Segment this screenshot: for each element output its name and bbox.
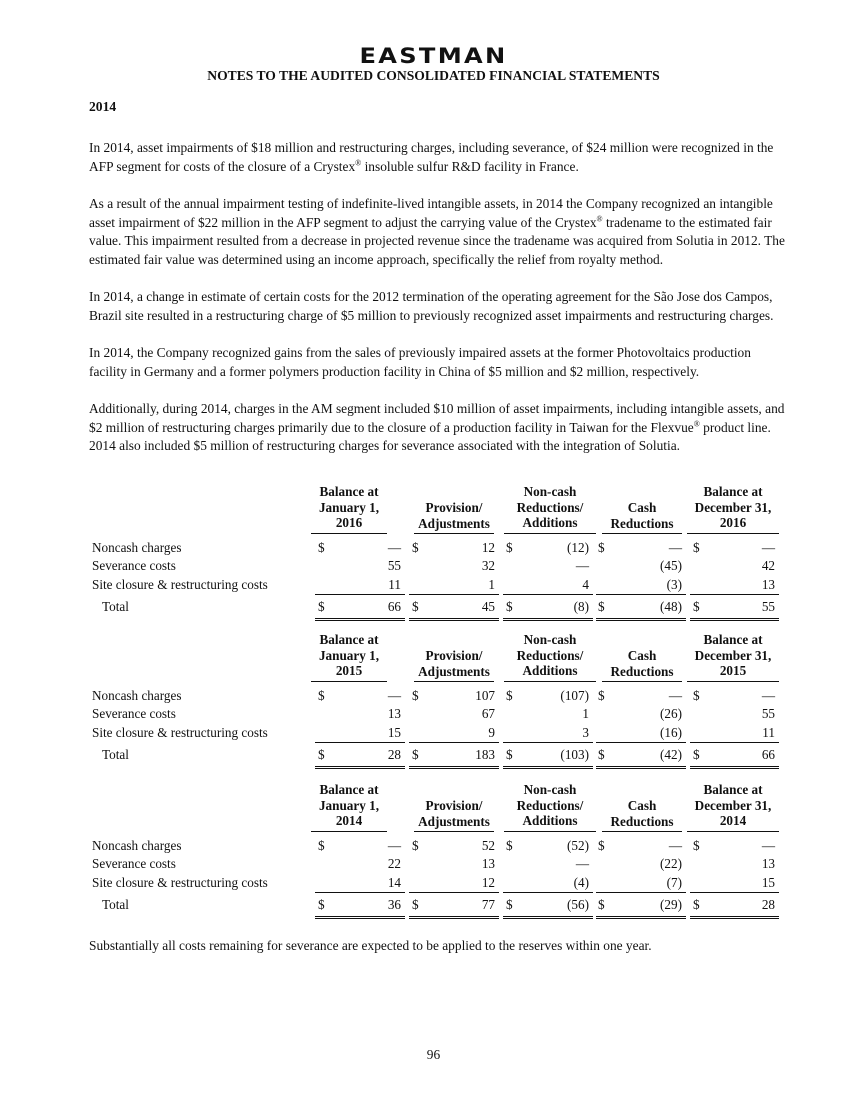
table-row [89, 706, 779, 724]
column-header [504, 632, 596, 682]
currency-symbol: $ [693, 897, 700, 912]
table-cell: 66 [761, 747, 775, 762]
currency-symbol: $ [318, 838, 325, 853]
column-header [414, 648, 494, 682]
table-cell: 28 [761, 897, 775, 912]
column-header-line: Reductions [610, 515, 674, 531]
total-double-rule [503, 618, 593, 621]
table-cell: 55 [761, 599, 775, 614]
currency-symbol: $ [412, 540, 419, 555]
column-header-line: Adjustments [418, 813, 490, 829]
row-label: Total [102, 747, 129, 762]
column-header-line: Cash [627, 798, 657, 813]
table-row [89, 688, 779, 706]
table-cell: 22 [387, 856, 401, 871]
table-cell: 13 [481, 856, 495, 871]
currency-symbol: $ [598, 688, 605, 703]
paragraph-text: Additionally, during 2014, charges in the AM segment included $10 million of asset impairments, including intangible assets, and $2 million of restructuring charges primarily due to the closure of a production facility in Taiwan for the Flexvue [89, 401, 785, 435]
column-header-line: Provision/ [425, 500, 483, 515]
paragraph-text: In 2014, the Company recognized gains from the sales of previously impaired assets at the former Photovoltaics production facility in Germany and a former polymers production facility in China of $5 million and $2 million, respectively. [89, 345, 751, 379]
table-cell: 3 [582, 725, 589, 740]
column-header [414, 798, 494, 832]
row-label: Site closure & restructuring costs [92, 875, 268, 890]
table-cell: 66 [387, 599, 401, 614]
column-header-line: Cash [627, 648, 657, 663]
table-cell: 45 [481, 599, 495, 614]
column-header [414, 500, 494, 534]
table-cell: — [387, 540, 401, 555]
table-cell: 42 [761, 558, 775, 573]
table-cell: (103) [560, 747, 589, 762]
currency-symbol: $ [318, 747, 325, 762]
subtotal-rule [409, 742, 499, 743]
column-header-line: Provision/ [425, 648, 483, 663]
table-total-row [89, 599, 779, 617]
total-double-rule [503, 766, 593, 769]
table-cell: 107 [475, 688, 495, 703]
table-cell: — [575, 856, 589, 871]
total-double-rule [409, 618, 499, 621]
table-cell: (8) [573, 599, 589, 614]
column-header-line: Additions [522, 663, 578, 678]
row-label: Total [102, 897, 129, 912]
table-cell: — [668, 688, 682, 703]
column-header-line: Balance at [319, 484, 379, 499]
currency-symbol: $ [598, 540, 605, 555]
table-cell: (12) [567, 540, 589, 555]
currency-symbol: $ [318, 599, 325, 614]
column-header-line: December 31, [694, 797, 772, 813]
column-header-line: Reductions/ [516, 499, 584, 515]
table-cell: 12 [481, 540, 495, 555]
table-cell: 13 [761, 577, 775, 592]
table-cell: 13 [387, 706, 401, 721]
subtotal-rule [503, 892, 593, 893]
row-label: Severance costs [92, 856, 176, 871]
row-label: Severance costs [92, 558, 176, 573]
table-cell: 36 [387, 897, 401, 912]
column-header-line: Cash [627, 500, 657, 515]
row-label: Noncash charges [92, 838, 182, 853]
currency-symbol: $ [506, 838, 513, 853]
table-row [89, 540, 779, 558]
currency-symbol: $ [506, 747, 513, 762]
table-cell: — [387, 838, 401, 853]
table-row [89, 856, 779, 874]
table-cell: (42) [660, 747, 682, 762]
table-cell: — [575, 558, 589, 573]
currency-symbol: $ [412, 688, 419, 703]
column-header [602, 648, 682, 682]
table-cell: — [387, 688, 401, 703]
paragraph-2 [89, 195, 789, 269]
subtotal-rule [690, 742, 779, 743]
currency-symbol: $ [412, 747, 419, 762]
column-header [602, 500, 682, 534]
reserve-table-3 [89, 782, 779, 922]
currency-symbol: $ [318, 540, 325, 555]
currency-symbol: $ [598, 599, 605, 614]
total-double-rule [690, 766, 779, 769]
table-cell: (48) [660, 599, 682, 614]
total-double-rule [409, 766, 499, 769]
table-cell: 13 [761, 856, 775, 871]
paragraph-1 [89, 139, 789, 176]
column-header-line: Additions [522, 813, 578, 828]
currency-symbol: $ [598, 747, 605, 762]
row-label: Site closure & restructuring costs [92, 577, 268, 592]
column-header-line: 2016 [719, 515, 747, 530]
table-cell: — [761, 540, 775, 555]
column-header-line: Balance at [319, 632, 379, 647]
section-heading-year: 2014 [89, 99, 117, 114]
total-double-rule [315, 618, 405, 621]
subtotal-rule [315, 892, 405, 893]
table-cell: 67 [481, 706, 495, 721]
table-row [89, 577, 779, 595]
currency-symbol: $ [598, 838, 605, 853]
table-total-row [89, 747, 779, 765]
table-cell: 55 [761, 706, 775, 721]
column-header [504, 484, 596, 534]
paragraph-text: As a result of the annual impairment testing of indefinite-lived intangible assets, in 2014 the Company recognized an intangible asset impairment of $22 million in the AFP segment to adjust the carrying value of the Crystex [89, 196, 773, 230]
column-header [504, 782, 596, 832]
table-cell: 32 [481, 558, 495, 573]
currency-symbol: $ [598, 897, 605, 912]
table-row [89, 875, 779, 893]
total-double-rule [315, 916, 405, 919]
column-header-line: Non-cash [523, 782, 577, 797]
column-header [687, 782, 779, 832]
total-double-rule [690, 618, 779, 621]
column-header [687, 632, 779, 682]
page-title: NOTES TO THE AUDITED CONSOLIDATED FINANCIAL STATEMENTS [207, 68, 660, 83]
table-cell: (22) [660, 856, 682, 871]
column-header-line: December 31, [694, 647, 772, 663]
table-cell: 9 [488, 725, 495, 740]
column-header-line: Reductions/ [516, 647, 584, 663]
reserve-table-1 [89, 484, 779, 624]
column-header-line: December 31, [694, 499, 772, 515]
table-cell: 1 [488, 577, 495, 592]
currency-symbol: $ [318, 897, 325, 912]
column-header [311, 484, 387, 534]
currency-symbol: $ [506, 688, 513, 703]
paragraph-text: In 2014, a change in estimate of certain costs for the 2012 termination of the operating agreement for the São Jose dos Campos, Brazil site resulted in a restructuring charge of $5 million to previously recognized asset impairments and restructuring charges. [89, 289, 774, 323]
column-header-line: Balance at [703, 632, 763, 647]
column-header-line: January 1, [318, 647, 380, 663]
column-header-line: Non-cash [523, 632, 577, 647]
table-cell: 28 [387, 747, 401, 762]
subtotal-rule [596, 742, 686, 743]
table-cell: 15 [761, 875, 775, 890]
table-cell: — [761, 838, 775, 853]
table-cell: (29) [660, 897, 682, 912]
table-cell: (26) [660, 706, 682, 721]
column-header-line: 2015 [719, 663, 747, 678]
total-double-rule [596, 916, 686, 919]
subtotal-rule [315, 742, 405, 743]
table-cell: — [668, 540, 682, 555]
footnote: Substantially all costs remaining for severance are expected to be applied to the reserves within one year. [89, 938, 652, 953]
currency-symbol: $ [506, 897, 513, 912]
registered-mark: ® [596, 214, 603, 224]
table-row [89, 838, 779, 856]
table-cell: 15 [387, 725, 401, 740]
total-double-rule [409, 916, 499, 919]
column-header [311, 782, 387, 832]
total-double-rule [315, 766, 405, 769]
table-cell: (4) [573, 875, 589, 890]
column-header-line: 2014 [335, 813, 363, 828]
table-cell: — [668, 838, 682, 853]
currency-symbol: $ [506, 540, 513, 555]
row-label: Severance costs [92, 706, 176, 721]
column-header-line: Reductions/ [516, 797, 584, 813]
currency-symbol: $ [693, 540, 700, 555]
table-cell: 11 [388, 577, 401, 592]
table-cell: (3) [666, 577, 682, 592]
currency-symbol: $ [693, 599, 700, 614]
column-header-line: Reductions [610, 813, 674, 829]
registered-mark: ® [693, 419, 700, 429]
total-double-rule [503, 916, 593, 919]
table-row [89, 558, 779, 576]
table-cell: 12 [481, 875, 495, 890]
total-double-rule [690, 916, 779, 919]
table-total-row [89, 897, 779, 915]
subtotal-rule [503, 594, 593, 595]
currency-symbol: $ [693, 838, 700, 853]
table-cell: (107) [560, 688, 589, 703]
paragraph-4 [89, 344, 789, 381]
table-cell: 52 [481, 838, 495, 853]
table-cell: 11 [762, 725, 775, 740]
column-header [687, 484, 779, 534]
table-cell: 183 [475, 747, 495, 762]
registered-mark: ® [355, 158, 362, 168]
table-cell: 14 [387, 875, 401, 890]
paragraph-text: product line. 2014 also included $5 million of restructuring charges for severance associated with the integration of Solutia. [89, 419, 771, 454]
paragraph-3 [89, 288, 789, 325]
currency-symbol: $ [318, 688, 325, 703]
column-header-line: Adjustments [418, 663, 490, 679]
row-label: Total [102, 599, 129, 614]
column-header-line: Balance at [319, 782, 379, 797]
subtotal-rule [409, 594, 499, 595]
table-cell: 55 [387, 558, 401, 573]
table-cell: 4 [582, 577, 589, 592]
column-header-line: 2016 [335, 515, 363, 530]
subtotal-rule [409, 892, 499, 893]
column-header-line: Adjustments [418, 515, 490, 531]
column-header-line: 2015 [335, 663, 363, 678]
currency-symbol: $ [412, 599, 419, 614]
row-label: Noncash charges [92, 688, 182, 703]
column-header-line: January 1, [318, 797, 380, 813]
subtotal-rule [690, 892, 779, 893]
paragraph-text: tradename to the estimated fair value. This impairment resulted from a decrease in projected revenue since the tradename was acquired from Solutia in 2012. The estimated fair value was determined using an income approach, specifically the relief from royalty method. [89, 214, 785, 267]
subtotal-rule [596, 892, 686, 893]
table-cell: (7) [666, 875, 682, 890]
row-label: Noncash charges [92, 540, 182, 555]
table-row [89, 725, 779, 743]
paragraph-5 [89, 400, 789, 456]
currency-symbol: $ [693, 688, 700, 703]
table-cell: (45) [660, 558, 682, 573]
currency-symbol: $ [693, 747, 700, 762]
row-label: Site closure & restructuring costs [92, 725, 268, 740]
currency-symbol: $ [412, 897, 419, 912]
subtotal-rule [596, 594, 686, 595]
column-header-line: January 1, [318, 499, 380, 515]
column-header [311, 632, 387, 682]
currency-symbol: $ [412, 838, 419, 853]
column-header-line: Non-cash [523, 484, 577, 499]
table-cell: (52) [567, 838, 589, 853]
column-header-line: Balance at [703, 782, 763, 797]
column-header-line: Reductions [610, 663, 674, 679]
column-header-line: Additions [522, 515, 578, 530]
subtotal-rule [690, 594, 779, 595]
table-cell: 1 [582, 706, 589, 721]
page-number: 96 [426, 1047, 441, 1062]
table-cell: 77 [481, 897, 495, 912]
total-double-rule [596, 766, 686, 769]
column-header-line: Balance at [703, 484, 763, 499]
table-cell: (16) [660, 725, 682, 740]
subtotal-rule [315, 594, 405, 595]
column-header-line: Provision/ [425, 798, 483, 813]
column-header-line: 2014 [719, 813, 747, 828]
column-header [602, 798, 682, 832]
total-double-rule [596, 618, 686, 621]
paragraph-text: insoluble sulfur R&D facility in France. [361, 158, 579, 174]
currency-symbol: $ [506, 599, 513, 614]
company-logo: EASTMAN [359, 44, 508, 68]
paragraph-text: In 2014, asset impairments of $18 million and restructuring charges, including severance, of $24 million were recognized in the AFP segment for costs of the closure of a Crystex [89, 140, 774, 174]
reserve-table-2 [89, 632, 779, 772]
table-cell: — [761, 688, 775, 703]
table-cell: (56) [567, 897, 589, 912]
subtotal-rule [503, 742, 593, 743]
